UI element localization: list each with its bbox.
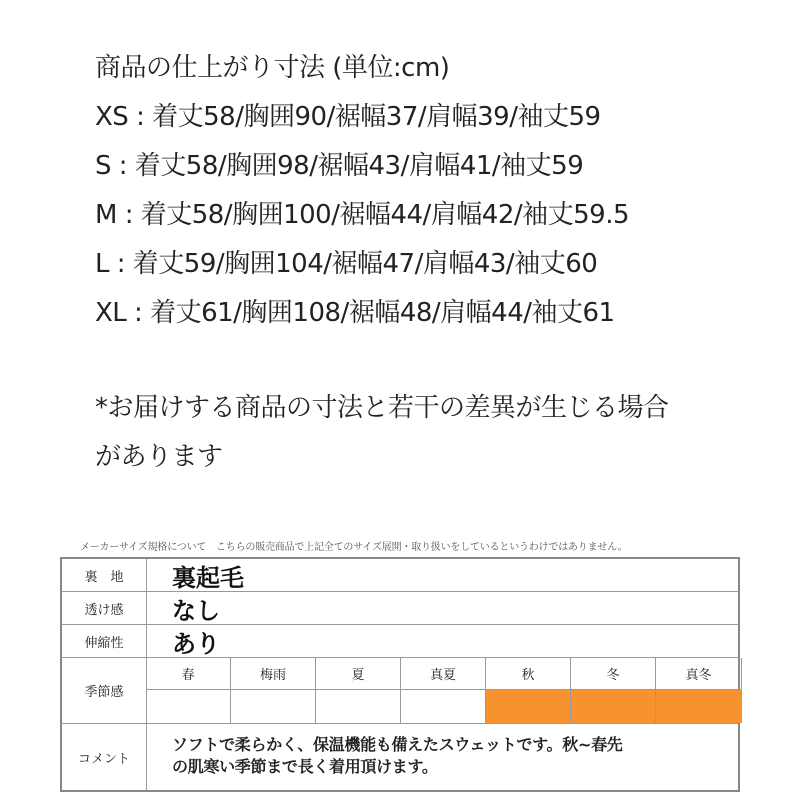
size-line-xl: XL : 着丈61/胸囲108/裾幅48/肩幅44/袖丈61 (95, 298, 615, 328)
value-stretch: あり (172, 629, 220, 658)
spec-table (60, 557, 740, 792)
comment-line-1: ソフトで柔らかく、保温機能も備えたスウェットです。秋~春先 (172, 735, 623, 754)
label-sheerness: 透け感 (62, 592, 147, 624)
comment-text (172, 734, 732, 778)
season-autumn: 秋 (486, 658, 571, 690)
season-summer: 夏 (316, 658, 401, 690)
season-rainy: 梅雨 (231, 658, 316, 690)
value-sheerness: なし (172, 596, 220, 625)
row-comment (62, 724, 738, 790)
size-line-s: S : 着丈58/胸囲98/裾幅43/肩幅41/袖丈59 (95, 151, 584, 181)
value-lining: 裏起毛 (172, 563, 244, 592)
comment-line-2: の肌寒い季節まで長く着用頂けます。 (172, 757, 438, 776)
season-winter: 冬 (571, 658, 656, 690)
season-mark-midsummer (401, 690, 486, 723)
row-season (62, 658, 738, 724)
row-stretch (62, 625, 738, 658)
label-lining: 裏 地 (62, 559, 147, 591)
season-mark-autumn (486, 690, 571, 723)
label-season: 季節感 (62, 658, 147, 723)
season-mark-rainy (231, 690, 316, 723)
row-lining (62, 559, 738, 592)
note-line-1: *お届けする商品の寸法と若干の差異が生じる場合 (95, 393, 669, 423)
season-midwinter: 真冬 (656, 658, 742, 690)
size-line-l: L : 着丈59/胸囲104/裾幅47/肩幅43/袖丈60 (95, 249, 598, 279)
maker-size-disclaimer: メーカーサイズ規格について こちらの販売商品で上記全てのサイズ展開・取り扱いをしているというわけではありません。 (80, 542, 628, 553)
season-grid (146, 658, 738, 723)
note-line-2: があります (95, 442, 223, 472)
size-note (95, 384, 775, 482)
size-heading: 商品の仕上がり寸法 (単位:cm) (95, 53, 450, 83)
size-info (95, 44, 629, 338)
season-mark-spring (146, 690, 231, 723)
row-sheerness (62, 592, 738, 625)
season-mark-winter (571, 690, 656, 723)
season-mark-midwinter (656, 690, 742, 723)
size-line-m: M : 着丈58/胸囲100/裾幅44/肩幅42/袖丈59.5 (95, 200, 630, 230)
season-mark-summer (316, 690, 401, 723)
label-comment: コメント (62, 724, 147, 790)
size-line-xs: XS : 着丈58/胸囲90/裾幅37/肩幅39/袖丈59 (95, 102, 601, 132)
season-spring: 春 (146, 658, 231, 690)
label-stretch: 伸縮性 (62, 625, 147, 657)
season-midsummer: 真夏 (401, 658, 486, 690)
